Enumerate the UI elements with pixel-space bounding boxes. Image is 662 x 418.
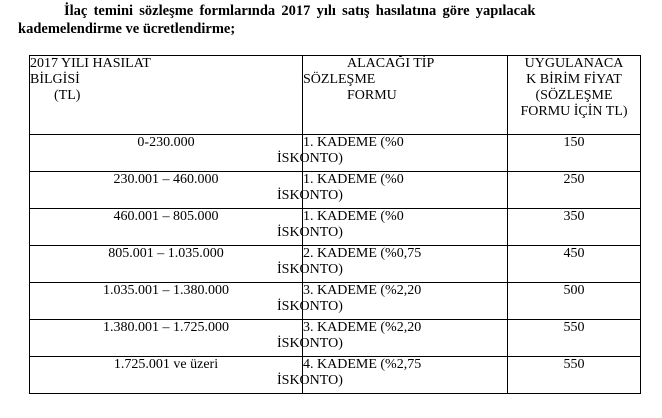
pricing-table (29, 55, 641, 394)
form-tier-line: 1. KADEME (%0 (303, 172, 404, 187)
header-fee-line: (SÖZLEŞME (535, 88, 613, 103)
revenue-range-cell: 230.001 – 460.000 (30, 172, 303, 209)
header-revenue-line: BİLGİSİ (30, 72, 80, 87)
form-tier-line: İSKONTO) (277, 225, 343, 240)
form-tier-cell (277, 357, 508, 394)
form-tier-cell (277, 135, 508, 172)
header-row (30, 56, 641, 135)
header-revenue (30, 56, 303, 135)
table-row (30, 209, 641, 246)
revenue-range-cell: 460.001 – 805.000 (30, 209, 303, 246)
header-fee-line: UYGULANACA (524, 56, 624, 71)
table-row (30, 246, 641, 283)
unit-fee-cell: 350 (508, 209, 641, 246)
form-tier-line: İSKONTO) (277, 188, 343, 203)
table-row (30, 320, 641, 357)
revenue-range-cell: 0-230.000 (30, 135, 303, 172)
unit-fee-cell: 150 (508, 135, 641, 172)
header-fee-line: K BİRİM FİYAT (526, 72, 622, 87)
revenue-range-cell: 1.035.001 – 1.380.000 (30, 283, 303, 320)
revenue-range-cell: 1.725.001 ve üzeri (30, 357, 303, 394)
header-form-line: SÖZLEŞME (303, 72, 376, 87)
unit-fee-cell: 550 (508, 357, 641, 394)
form-tier-line: 3. KADEME (%2,20 (303, 283, 422, 298)
form-tier-line: 2. KADEME (%0,75 (303, 246, 422, 261)
form-tier-cell (277, 209, 508, 246)
table-row (30, 357, 641, 394)
revenue-range-cell: 805.001 – 1.035.000 (30, 246, 303, 283)
form-tier-line: İSKONTO) (277, 336, 343, 351)
header-form (303, 56, 508, 135)
header-revenue-line: 2017 YILI HASILAT (30, 56, 151, 71)
form-tier-cell (277, 246, 508, 283)
form-tier-cell (277, 320, 508, 357)
form-tier-line: 3. KADEME (%2,20 (303, 320, 422, 335)
unit-fee-cell: 450 (508, 246, 641, 283)
intro-line-1: İlaç temini sözleşme formlarında 2017 yılı satış hasılatına göre yapılacak (64, 3, 536, 19)
form-tier-line: 1. KADEME (%0 (303, 135, 404, 150)
table-row (30, 172, 641, 209)
unit-fee-cell: 550 (508, 320, 641, 357)
form-tier-line: İSKONTO) (277, 262, 343, 277)
revenue-range-cell: 1.380.001 – 1.725.000 (30, 320, 303, 357)
form-tier-line: İSKONTO) (277, 373, 343, 388)
table-row (30, 135, 641, 172)
unit-fee-cell: 500 (508, 283, 641, 320)
header-fee-line: FORMU İÇİN TL) (520, 104, 628, 119)
intro-line-2: kademelendirme ve ücretlendirme; (18, 21, 236, 37)
unit-fee-cell: 250 (508, 172, 641, 209)
form-tier-line: İSKONTO) (277, 299, 343, 314)
form-tier-line: 1. KADEME (%0 (303, 209, 404, 224)
intro-paragraph (0, 0, 662, 44)
header-form-line: FORMU (347, 88, 397, 103)
form-tier-cell (277, 283, 508, 320)
header-revenue-line: (TL) (54, 88, 81, 103)
form-tier-line: 4. KADEME (%2,75 (303, 357, 422, 372)
header-fee (508, 56, 641, 135)
header-form-line: ALACAĞI TİP (347, 56, 435, 71)
table-row (30, 283, 641, 320)
form-tier-cell (277, 172, 508, 209)
form-tier-line: İSKONTO) (277, 151, 343, 166)
